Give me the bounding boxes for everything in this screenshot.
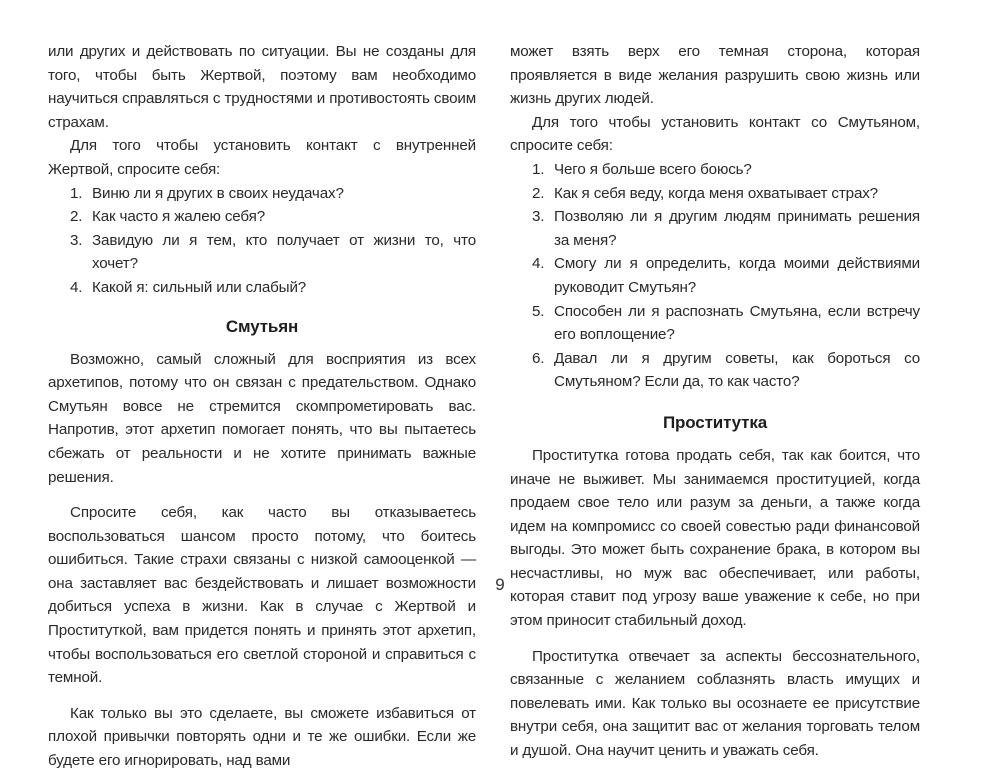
list-item bbox=[48, 205, 476, 229]
list-item-number: 2. bbox=[70, 208, 83, 226]
list-item-number: 2. bbox=[532, 184, 545, 202]
list-item-text: Позволяю ли я другим людям принимать решения за меня? bbox=[554, 208, 920, 249]
list-item bbox=[510, 182, 920, 206]
body-paragraph: Спросите себя, как часто вы отказываетесь воспользоваться шансом просто потому, что боитесь ошибиться. Такие страхи связаны с низкой самооценкой — она заставляет вас бездействовать и лишает возможности добиться успеха в жизни. Как в случае с Жертвой и Проституткой, вам придется понять и принять этот архетип, чтобы воспользоваться его светлой стороной и справиться с темной. bbox=[48, 504, 476, 687]
body-paragraph: Проститутка готова продать себя, так как боится, что иначе не выживет. Мы занимаемся проституцией, когда продаем свое тело или разум за деньги, а также когда идем на компромисс со своей совестью ради финансовой выгоды. Это может быть сохранение брака, в котором вы несчастливы, но муж вас обеспечивает, или работы, которая ставит под угрозу ваше уважение к себе, но при этом приносит стабильный доход. bbox=[510, 446, 920, 630]
list-item-number: 1. bbox=[70, 184, 83, 202]
list-item bbox=[48, 276, 476, 300]
list-item-text: Виню ли я других в своих неудачах? bbox=[92, 184, 344, 202]
right-intro-continuation: может взять верх его темная сторона, которая проявляется в виде желания разрушить свою жизнь или жизнь других людей. bbox=[510, 43, 920, 108]
list-item-text: Способен ли я распознать Смутьяна, если встречу его воплощение? bbox=[554, 302, 920, 344]
list-item-number: 3. bbox=[70, 231, 83, 249]
list-item bbox=[510, 252, 920, 299]
victim-questions-list bbox=[48, 182, 476, 300]
list-item-text: Смогу ли я определить, когда моими действиями руководит Смутьян? bbox=[554, 255, 920, 296]
list-item-number: 4. bbox=[70, 278, 83, 296]
left-intro-continuation: или других и действовать по ситуации. Вы не созданы для того, чтобы быть Жертвой, поэтому вам необходимо научиться справляться с трудностями и противостоять своим страхам. bbox=[48, 43, 476, 131]
right-column bbox=[510, 40, 920, 763]
left-contact-prompt: Для того чтобы установить контакт с внутренней Жертвой, спросите себя: bbox=[48, 137, 476, 178]
list-item-number: 3. bbox=[532, 208, 545, 226]
list-item-number: 6. bbox=[532, 349, 545, 367]
body-paragraph: Проститутка отвечает за аспекты бессознательного, связанные с желанием соблазнять власть имущих и повелевать ими. Как только вы осознаете ее присутствие внутри себя, она защитит вас от желания торговать телом и душой. Она научит ценить и уважать себя. bbox=[510, 647, 920, 760]
list-item-number: 5. bbox=[532, 302, 545, 320]
right-contact-prompt: Для того чтобы установить контакт со Смутьяном, спросите себя: bbox=[510, 113, 920, 155]
list-item-text: Какой я: сильный или слабый? bbox=[92, 278, 307, 296]
troublemaker-questions-list bbox=[510, 158, 920, 394]
section-title-prostitute: Проститутка bbox=[662, 412, 768, 432]
list-item bbox=[48, 229, 476, 276]
body-paragraph: Возможно, самый сложный для восприятия из всех архетипов, потому что он связан с предательством. Однако Смутьян вовсе не стремится скомпрометировать вас. Напротив, этот архетип помогает понять, что вы пытаетесь сбежать от реальности и не хотите принимать важные решения. bbox=[48, 350, 476, 486]
list-item-text: Как часто я жалею себя? bbox=[92, 208, 265, 226]
list-item-text: Как я себя веду, когда меня охватывает страх? bbox=[554, 184, 878, 202]
list-item bbox=[510, 158, 920, 182]
list-item bbox=[510, 300, 920, 347]
left-column bbox=[48, 40, 476, 773]
list-item-number: 1. bbox=[532, 160, 545, 178]
list-item-text: Завидую ли я тем, кто получает от жизни то, что хочет? bbox=[92, 231, 476, 273]
list-item bbox=[510, 205, 920, 252]
list-item bbox=[48, 182, 476, 206]
list-item-text: Давал ли я другим советы, как бороться со Смутьяном? Если да, то как часто? bbox=[554, 349, 920, 391]
page-number: 9 bbox=[495, 575, 505, 594]
list-item-text: Чего я больше всего боюсь? bbox=[554, 160, 752, 178]
list-item bbox=[510, 347, 920, 394]
body-paragraph: Как только вы это сделаете, вы сможете избавиться от плохой привычки повторять одни и те же ошибки. Если же будете его игнорировать, над вами bbox=[48, 704, 476, 770]
section-title-troublemaker: Смутьян bbox=[225, 316, 299, 336]
list-item-number: 4. bbox=[532, 255, 545, 273]
